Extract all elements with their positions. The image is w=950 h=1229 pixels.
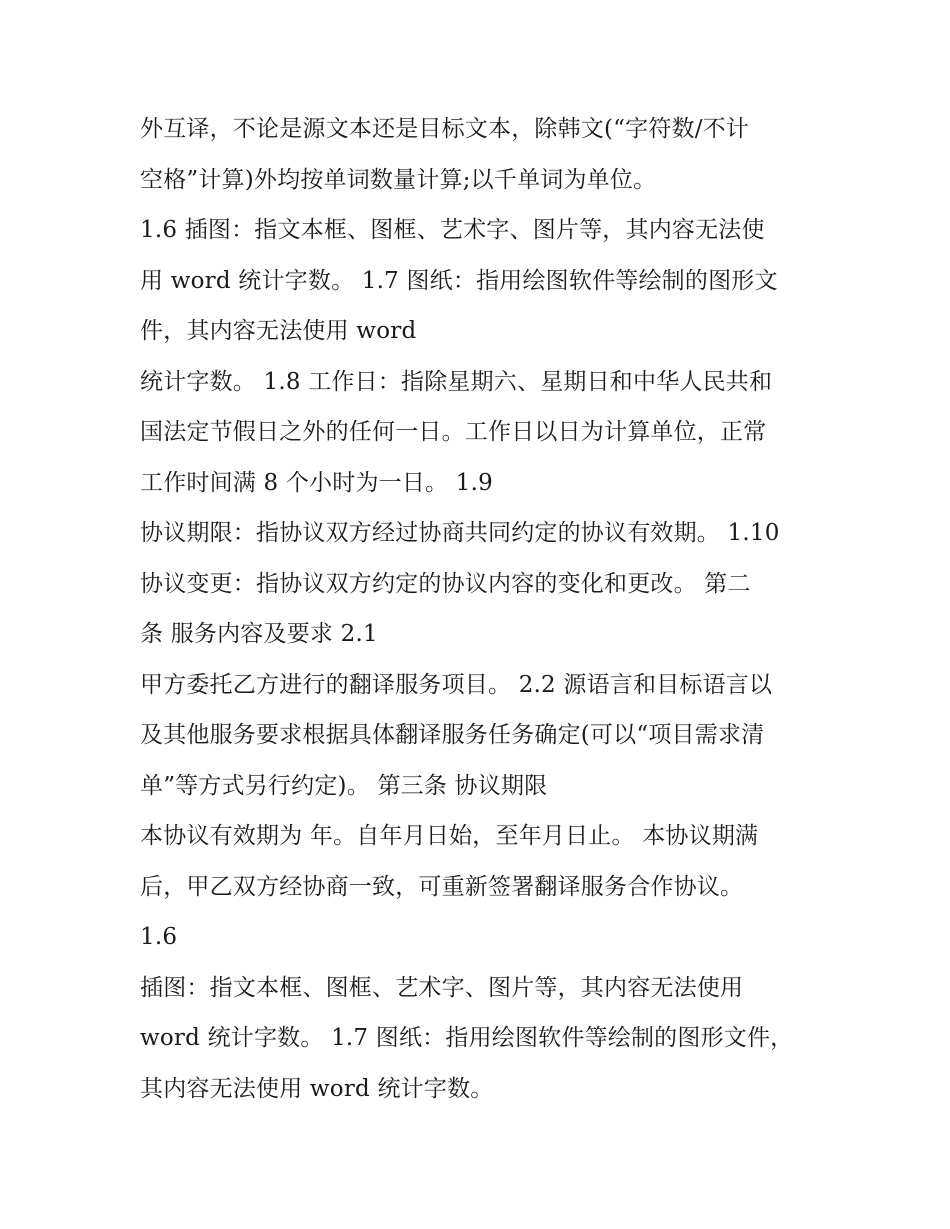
text-line: 外互译，不论是源文本还是目标文本，除韩文(“字符数/不计 xyxy=(140,116,750,142)
text-line: 本协议有效期为 年。自年月日始，至年月日止。 本协议期满 xyxy=(140,823,759,849)
text-line: 空格”计算)外均按单词数量计算;以千单词为单位。 xyxy=(140,166,657,193)
text-line: 统计字数。 1.8 工作日：指除星期六、星期日和中华人民共和 xyxy=(140,368,773,395)
text-line: 协议期限：指协议双方经过协商共同约定的协议有效期。 1.10 xyxy=(140,520,780,546)
text-line: 其内容无法使用 word 统计字数。 xyxy=(140,1075,494,1102)
text-line: 及其他服务要求根据具体翻译服务任务确定(可以“项目需求清 xyxy=(140,722,765,748)
document-body xyxy=(140,104,830,1114)
text-line: 甲方委托乙方进行的翻译服务项目。 2.2 源语言和目标语言以 xyxy=(140,671,773,698)
text-line: 协议变更：指协议双方约定的协议内容的变化和更改。 第二 xyxy=(140,570,751,597)
text-line: word 统计字数。 1.7 图纸：指用绘图软件等绘制的图形文件， xyxy=(140,1025,794,1051)
text-line: 件，其内容无法使用 word xyxy=(140,318,417,344)
text-line: 1.6 插图：指文本框、图框、艺术字、图片等，其内容无法使 xyxy=(140,217,765,243)
text-line: 国法定节假日之外的任何一日。工作日以日为计算单位，正常 xyxy=(140,419,767,445)
text-line: 单”等方式另行约定)。 第三条 协议期限 xyxy=(140,772,548,799)
text-line: 条 服务内容及要求 2.1 xyxy=(140,621,378,647)
text-line: 1.6 xyxy=(140,924,178,950)
text-line: 后，甲乙双方经协商一致，可重新签署翻译服务合作协议。 xyxy=(140,873,744,900)
text-line: 用 word 统计字数。 1.7 图纸：指用绘图软件等绘制的图形文 xyxy=(140,267,778,294)
text-line: 工作时间满 8 个小时为一日。 1.9 xyxy=(140,469,493,496)
text-line: 插图：指文本框、图框、艺术字、图片等，其内容无法使用 xyxy=(140,974,744,1001)
